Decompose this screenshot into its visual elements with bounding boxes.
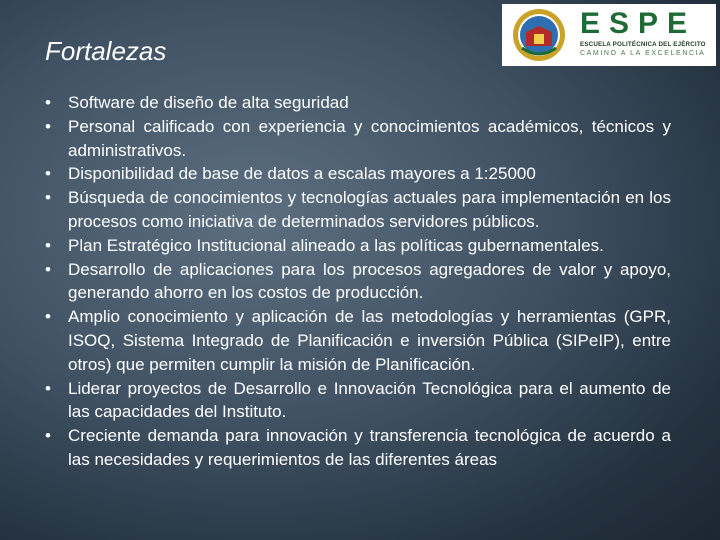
bullet-marker: • [45,259,51,279]
list-item [45,305,671,376]
bullet-marker: • [45,93,51,112]
list-item-text: Software de diseño de alta seguridad [68,93,349,112]
list-item [45,377,671,425]
logo-name: ESPE [580,7,697,40]
bullet-marker: • [45,426,51,446]
bullet-marker: • [45,378,51,398]
list-item [45,186,671,234]
logo-subtitle: ESCUELA POLITÉCNICA DEL EJÉRCITO [580,41,706,48]
espe-logo [502,4,716,66]
list-item-text: Amplio conocimiento y aplicación de las metodologías y herramientas (GPR, ISOQ, Sistema Integrado de Planificación e inversión Pública (SIPeIP), entre otros) que permiten cumplir la misión de Planificación. [68,307,671,374]
list-item-text: Búsqueda de conocimientos y tecnologías actuales para implementación en los procesos como iniciativa de determinados servidores públicos. [68,188,671,231]
list-item [45,424,671,472]
list-item-text: Disponibilidad de base de datos a escalas mayores a 1:25000 [68,164,536,184]
bullet-marker: • [45,116,51,136]
slide-title: Fortalezas [45,36,167,66]
list-item-text: Creciente demanda para innovación y transferencia tecnológica de acuerdo a las necesidades y requerimientos de las diferentes áreas [68,426,671,469]
list-item-text: Plan Estratégico Institucional alineado a las políticas gubernamentales. [68,235,604,255]
list-item [45,234,671,258]
list-item [45,115,671,163]
list-item [45,162,671,186]
bullet-marker: • [45,307,51,327]
espe-seal-icon [512,8,566,62]
bullet-marker: • [45,164,51,184]
bullet-marker: • [45,235,51,255]
list-item [45,91,671,115]
list-item-text: Liderar proyectos de Desarrollo e Innovación Tecnológica para el aumento de las capacidades del Instituto. [68,378,671,422]
list-item [45,258,671,306]
logo-motto: CAMINO A LA EXCELENCIA [580,50,706,57]
list-item-text: Desarrollo de aplicaciones para los procesos agregadores de valor y apoyo, generando ahorro en los costos de producción. [68,259,671,303]
bullet-marker: • [45,188,51,208]
bullet-list [45,91,671,472]
list-item-text: Personal calificado con experiencia y conocimientos académicos, técnicos y administrativos. [68,116,671,160]
